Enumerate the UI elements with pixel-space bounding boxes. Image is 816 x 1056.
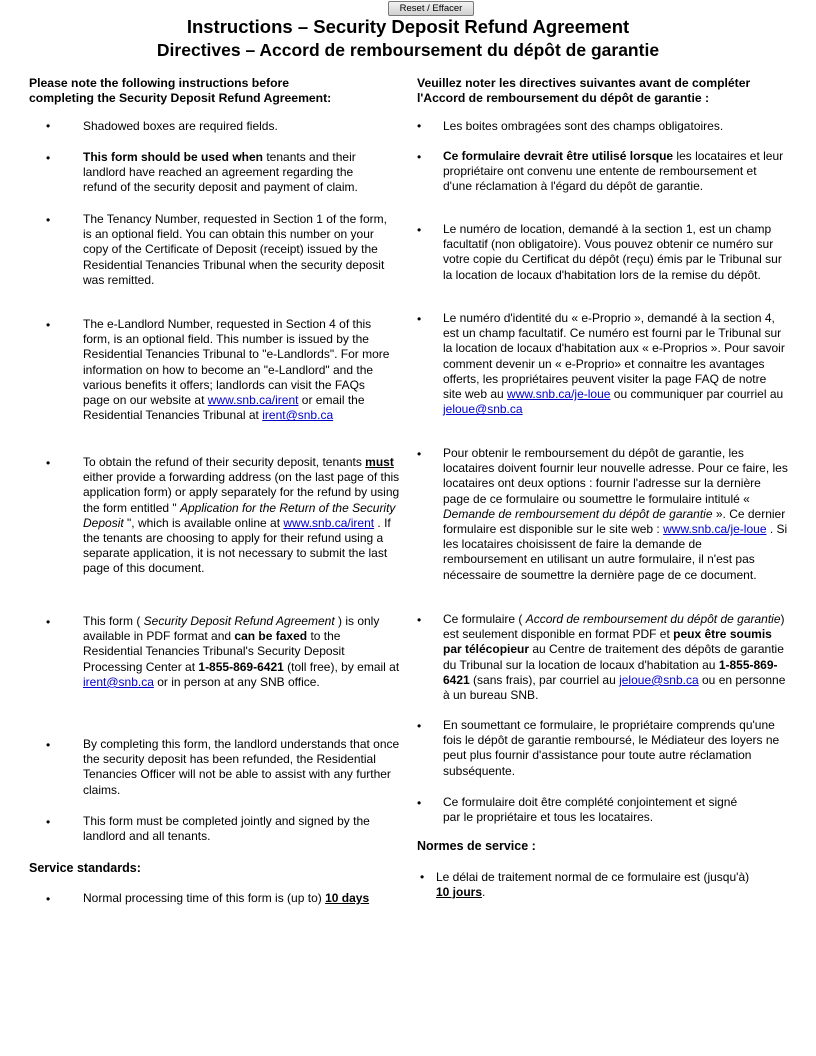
list-item: Les boites ombragées sont des champs obligatoires. — [443, 119, 724, 133]
jeloue-email-link[interactable]: jeloue@snb.ca — [443, 402, 523, 417]
bullet-icon: • — [420, 870, 425, 884]
list-item: Ce formulaire devrait être utilisé lorsque les locataires et leur propriétaire ont convenu une entente de remboursement et d'une réclamation à l'égard du dépôt de garantie. — [443, 149, 784, 194]
list-item: This form should be used when tenants and their landlord have reached an agreement regarding the refund of the security deposit and payment of claim. — [83, 150, 358, 195]
service-standard-item: Normal processing time of this form is (up to) 10 days — [83, 891, 370, 905]
irent-website-link[interactable]: www.snb.ca/irent — [207, 393, 299, 408]
jeloue-email-link[interactable]: jeloue@snb.ca — [619, 672, 699, 687]
jeloue-website-link[interactable]: www.snb.ca/je-loue — [663, 522, 767, 537]
list-item: The Tenancy Number, requested in Section 1 of the form, is an optional field. You can obtain this number on your copy of the Certificate of Deposit (receipt) issued by the Residential Tenancies Tribunal when the security deposit was remitted. — [83, 212, 387, 287]
list-item: Shadowed boxes are required fields. — [83, 119, 278, 133]
irent-email-link[interactable]: irent@snb.ca — [83, 674, 154, 689]
list-item: Le numéro de location, demandé à la section 1, est un champ facultatif (non obligatoire). Vous pouvez obtenir ce numéro sur votre copie du Certificat du dépôt (reçu) émis par le Tribunal sur la location de locaux d'habitation lors de la remise du dépôt. — [443, 222, 782, 282]
list-item: To obtain the refund of their security deposit, tenants must either provide a forwarding address (on the last page of this application form) or apply separately for the refund by using the form entitled " Application for the Return of the Security Deposit ", which is available online at www.snb.ca/irent . If the tenants are choosing to apply for their refund using a separate application, it is not necessary to submit the last page of this document. — [83, 455, 400, 576]
irent-website-link[interactable]: www.snb.ca/irent — [283, 515, 375, 530]
irent-email-link[interactable]: irent@snb.ca — [262, 408, 334, 423]
list-item: The e-Landlord Number, requested in Section 4 of this form, is an optional field. This number is issued by the Residential Tenancies Tribunal to "e-Landlords". For more information on how to become an "e-Landlord" and the various benefits it offers; landlords can visit the FAQs page on our website at www.snb.ca/irent or email the Residential Tenancies Tribunal at irent@snb.ca — [83, 317, 390, 423]
title-french: Directives – Accord de remboursement du dépôt de garantie — [156, 40, 660, 60]
bullet-icon: • — [417, 119, 422, 133]
bullet-icon: • — [417, 223, 422, 237]
bullet-icon: • — [46, 456, 51, 470]
bullet-icon: • — [46, 119, 51, 133]
bullet-icon: • — [417, 719, 422, 733]
service-standards-heading: Service standards: — [29, 861, 141, 875]
list-item: This form ( Security Deposit Refund Agreement ) is only available in PDF format and can be faxed to the Residential Tenancies Tribunal's Security Deposit Processing Center at 1-855-869-6421 (toll free), by email at irent@snb.ca or in person at any SNB office. — [83, 614, 400, 689]
bullet-icon: • — [46, 151, 51, 165]
bullet-icon: • — [417, 613, 422, 627]
service-standards-heading: Normes de service : — [417, 839, 536, 853]
bullet-icon: • — [417, 447, 422, 461]
list-item: Le numéro d'identité du « e-Proprio », demandé à la section 4, est un champ facultatif. Ce numéro est fourni par le Tribunal sur la location de locaux d'habitation aux « e-Proprios ». Pour savoir comment devenir un « e-Proprio» et connaitre les avantages offerts, les propriétaires peuvent visiter la page FAQ de notre site web au www.snb.ca/je-loue ou communiquer par courriel au jeloue@snb.ca — [443, 311, 785, 417]
bullet-icon: • — [417, 796, 422, 810]
french-intro: Veuillez noter les directives suivantes avant de compléter l'Accord de remboursement du dépôt de garantie : — [417, 76, 751, 105]
list-item: Pour obtenir le remboursement du dépôt de garantie, les locataires doivent fournir leur nouvelle adresse. Pour ce faire, les locataires ont deux options : fournir l'adresse sur la dernière page de ce formulaire ou soumettre le formulaire intitulé « Demande de remboursement du dépôt de garantie ». Ce dernier formulaire est disponible sur le site web : www.snb.ca/je-loue . Si les locataires choisissent de faire la demande de remboursement en utilisant un autre formulaire, il n'est pas nécessaire de soumettre la dernière page de ce document. — [443, 446, 788, 582]
bullet-icon: • — [417, 312, 422, 326]
list-item: Ce formulaire ( Accord de remboursement du dépôt de garantie) est seulement disponible en format PDF et peux être soumis par télécopieur au Centre de traitement des dépôts de garantie du Tribunal sur la location de locaux d'habitation au 1-855-869-6421 (sans frais), par courriel au jeloue@snb.ca ou en personne à un bureau SNB. — [443, 612, 786, 703]
list-item: En soumettant ce formulaire, le propriétaire comprends qu'une fois le dépôt de garantie remboursé, le Médiateur des loyers ne peut plus fournir d'assistance pour toute autre réclamation subséquente. — [443, 718, 780, 778]
bullet-icon: • — [46, 213, 51, 227]
jeloue-website-link[interactable]: www.snb.ca/je-loue — [507, 387, 611, 402]
list-item: Ce formulaire doit être complété conjointement et signé par le propriétaire et tous les locataires. — [443, 795, 738, 825]
bullet-icon: • — [46, 815, 51, 829]
bullet-icon: • — [46, 318, 51, 332]
title-english: Instructions – Security Deposit Refund Agreement — [186, 16, 630, 37]
bullet-icon: • — [46, 615, 51, 629]
reset-button[interactable]: Reset / Effacer — [388, 1, 474, 16]
service-standard-item: Le délai de traitement normal de ce formulaire est (jusqu'à) 10 jours. — [436, 870, 750, 900]
bullet-icon: • — [46, 738, 51, 752]
bullet-icon: • — [46, 892, 51, 906]
list-item: This form must be completed jointly and signed by the landlord and all tenants. — [83, 814, 370, 844]
bullet-icon: • — [417, 150, 422, 164]
english-intro: Please note the following instructions before completing the Security Deposit Refund Agreement: — [29, 76, 332, 105]
list-item: By completing this form, the landlord understands that once the security deposit has been refunded, the Residential Tenancies Officer will not be able to assist with any further claims. — [83, 737, 400, 797]
